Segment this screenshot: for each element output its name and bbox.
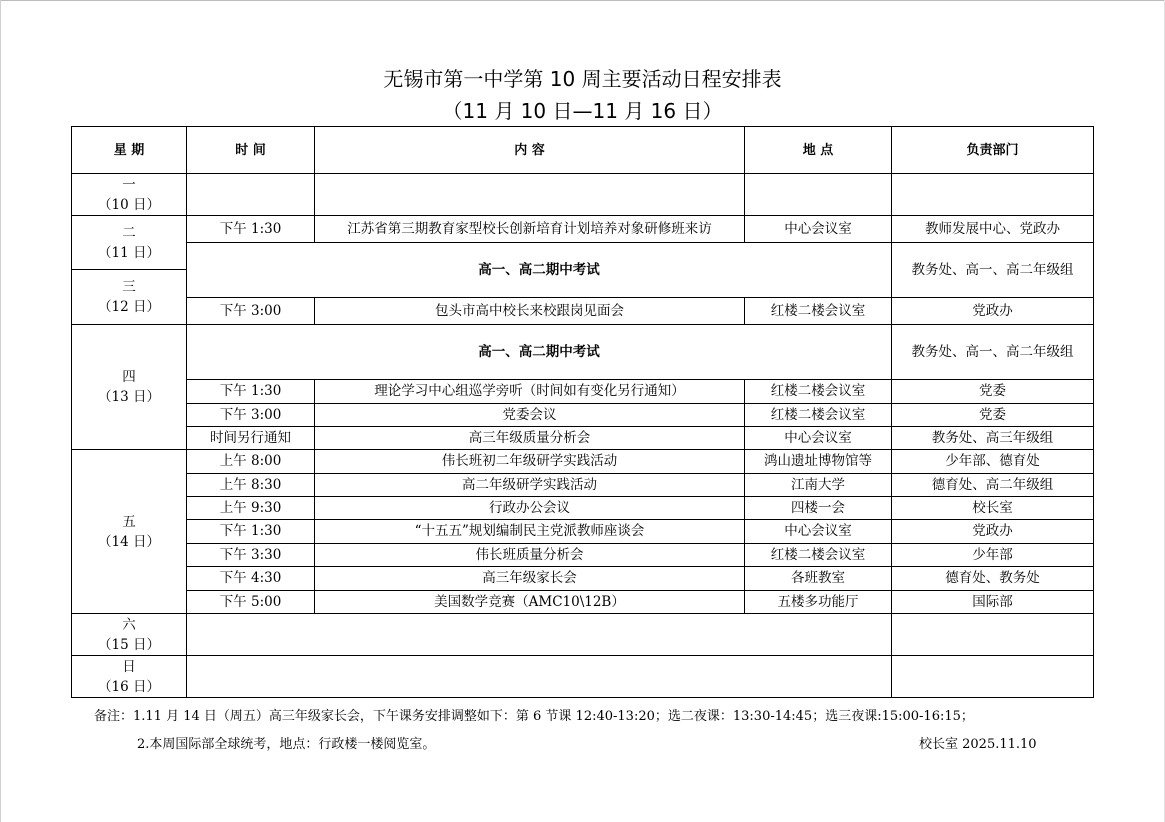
day-cell-sat bbox=[72, 614, 187, 656]
table-row bbox=[72, 427, 1094, 450]
content-cell: 行政办公会议 bbox=[315, 497, 745, 520]
dept-cell: 党政办 bbox=[892, 520, 1094, 544]
content-cell: 理论学习中心组巡学旁听（时间如有变化另行通知） bbox=[315, 380, 745, 404]
day-name: 日 bbox=[122, 658, 136, 675]
dept-cell: 国际部 bbox=[892, 591, 1094, 614]
place-cell: 红楼二楼会议室 bbox=[745, 298, 892, 325]
table-row bbox=[72, 404, 1094, 427]
time-cell: 下午 5:00 bbox=[187, 591, 315, 614]
day-cell-mon bbox=[72, 174, 187, 216]
table-row bbox=[72, 591, 1094, 614]
day-cell-tue bbox=[72, 216, 187, 270]
time-cell: 上午 9:30 bbox=[187, 497, 315, 520]
table-header-row bbox=[72, 127, 1094, 174]
content-cell: 党委会议 bbox=[315, 404, 745, 427]
document-title: 无锡市第一中学第 10 周主要活动日程安排表 bbox=[383, 67, 782, 91]
day-name: 二 bbox=[122, 224, 136, 241]
day-cell-fri bbox=[72, 450, 187, 614]
time-cell: 上午 8:30 bbox=[187, 474, 315, 497]
content-cell: 江苏省第三期教育家型校长创新培育计划培养对象研修班来访 bbox=[315, 216, 745, 243]
empty-cell bbox=[187, 614, 892, 656]
page-edge-top bbox=[0, 0, 1165, 1]
dept-cell: 德育处、教务处 bbox=[892, 567, 1094, 591]
empty-cell bbox=[745, 174, 892, 216]
empty-cell bbox=[315, 174, 745, 216]
day-date: （14 日） bbox=[98, 533, 160, 550]
content-cell: 包头市高中校长来校跟岗见面会 bbox=[315, 298, 745, 325]
time-cell: 下午 3:00 bbox=[187, 404, 315, 427]
dept-cell: 教务处、高三年级组 bbox=[892, 427, 1094, 450]
day-cell-sun bbox=[72, 656, 187, 698]
header-dept: 负责部门 bbox=[892, 127, 1094, 174]
table-row bbox=[72, 497, 1094, 520]
place-cell: 江南大学 bbox=[745, 474, 892, 497]
content-cell: 美国数学竞赛（AMC10\12B） bbox=[315, 591, 745, 614]
dept-cell: 少年部、德育处 bbox=[892, 450, 1094, 474]
day-name: 五 bbox=[122, 513, 136, 530]
dept-cell: 校长室 bbox=[892, 497, 1094, 520]
place-cell: 鸿山遗址博物馆等 bbox=[745, 450, 892, 474]
table-row bbox=[72, 298, 1094, 325]
header-time: 时 间 bbox=[187, 127, 315, 174]
signature-date: 校长室 2025.11.10 bbox=[919, 737, 1037, 752]
table-row bbox=[72, 567, 1094, 591]
exam-cell: 高一、高二期中考试 bbox=[187, 325, 892, 380]
place-cell: 四楼一会 bbox=[745, 497, 892, 520]
place-cell: 中心会议室 bbox=[745, 427, 892, 450]
dept-cell: 党委 bbox=[892, 380, 1094, 404]
time-cell: 下午 4:30 bbox=[187, 567, 315, 591]
empty-cell bbox=[892, 174, 1094, 216]
time-cell: 下午 1:30 bbox=[187, 380, 315, 404]
content-cell: 高二年级研学实践活动 bbox=[315, 474, 745, 497]
day-date: （12 日） bbox=[98, 299, 160, 315]
day-date: （10 日） bbox=[98, 196, 160, 213]
schedule-table bbox=[71, 126, 1094, 698]
day-date: （16 日） bbox=[98, 678, 160, 695]
content-cell: “十五五”规划编制民主党派教师座谈会 bbox=[315, 520, 745, 544]
dept-cell: 党委 bbox=[892, 404, 1094, 427]
place-cell: 红楼二楼会议室 bbox=[745, 404, 892, 427]
header-day: 星 期 bbox=[72, 127, 187, 174]
place-cell: 各班教室 bbox=[745, 567, 892, 591]
day-name: 三 bbox=[122, 279, 136, 295]
time-cell: 下午 3:00 bbox=[187, 298, 315, 325]
time-cell: 下午 1:30 bbox=[187, 216, 315, 243]
day-cell-thu bbox=[72, 325, 187, 450]
dept-cell: 教务处、高一、高二年级组 bbox=[892, 243, 1094, 298]
content-cell: 高三年级质量分析会 bbox=[315, 427, 745, 450]
time-cell: 时间另行通知 bbox=[187, 427, 315, 450]
note-line-1: 备注：1.11 月 14 日（周五）高三年级家长会，下午课务安排调整如下：第 6 节课 12:40-13:20；选二夜课：13:30-14:45；选三夜课:15:00-16:15； bbox=[94, 709, 974, 724]
table-row bbox=[72, 520, 1094, 544]
exam-cell: 高一、高二期中考试 bbox=[187, 243, 892, 298]
document-subtitle: （11 月 10 日—11 月 16 日） bbox=[442, 99, 723, 123]
header-place: 地 点 bbox=[745, 127, 892, 174]
empty-cell bbox=[187, 174, 315, 216]
table-row bbox=[72, 216, 1094, 243]
day-date: （13 日） bbox=[98, 389, 160, 405]
empty-cell bbox=[892, 614, 1094, 656]
dept-cell: 德育处、高二年级组 bbox=[892, 474, 1094, 497]
table-row bbox=[72, 380, 1094, 404]
day-date: （15 日） bbox=[98, 636, 160, 653]
place-cell: 红楼二楼会议室 bbox=[745, 544, 892, 567]
time-cell: 下午 1:30 bbox=[187, 520, 315, 544]
place-cell: 五楼多功能厅 bbox=[745, 591, 892, 614]
place-cell: 中心会议室 bbox=[745, 520, 892, 544]
header-content: 内 容 bbox=[315, 127, 745, 174]
time-cell: 下午 3:30 bbox=[187, 544, 315, 567]
table-row bbox=[72, 544, 1094, 567]
place-cell: 中心会议室 bbox=[745, 216, 892, 243]
day-name: 六 bbox=[122, 616, 136, 633]
content-cell: 伟长班初二年级研学实践活动 bbox=[315, 450, 745, 474]
dept-cell: 教师发展中心、党政办 bbox=[892, 216, 1094, 243]
content-cell: 高三年级家长会 bbox=[315, 567, 745, 591]
day-cell-wed bbox=[72, 270, 187, 325]
dept-cell: 党政办 bbox=[892, 298, 1094, 325]
empty-cell bbox=[892, 656, 1094, 698]
table-row bbox=[72, 450, 1094, 474]
dept-cell: 少年部 bbox=[892, 544, 1094, 567]
place-cell: 红楼二楼会议室 bbox=[745, 380, 892, 404]
day-date: （11 日） bbox=[98, 244, 160, 261]
content-cell: 伟长班质量分析会 bbox=[315, 544, 745, 567]
table-row bbox=[72, 174, 1094, 216]
empty-cell bbox=[187, 656, 892, 698]
time-cell: 上午 8:00 bbox=[187, 450, 315, 474]
table-row bbox=[72, 325, 1094, 380]
table-row bbox=[72, 474, 1094, 497]
table-row bbox=[72, 656, 1094, 698]
table-row bbox=[72, 243, 1094, 270]
table-row bbox=[72, 614, 1094, 656]
day-name: 四 bbox=[122, 369, 136, 385]
dept-cell: 教务处、高一、高二年级组 bbox=[892, 325, 1094, 380]
note-line-2: 2.本周国际部全球统考，地点：行政楼一楼阅览室。 bbox=[137, 737, 436, 752]
day-name: 一 bbox=[122, 176, 136, 193]
